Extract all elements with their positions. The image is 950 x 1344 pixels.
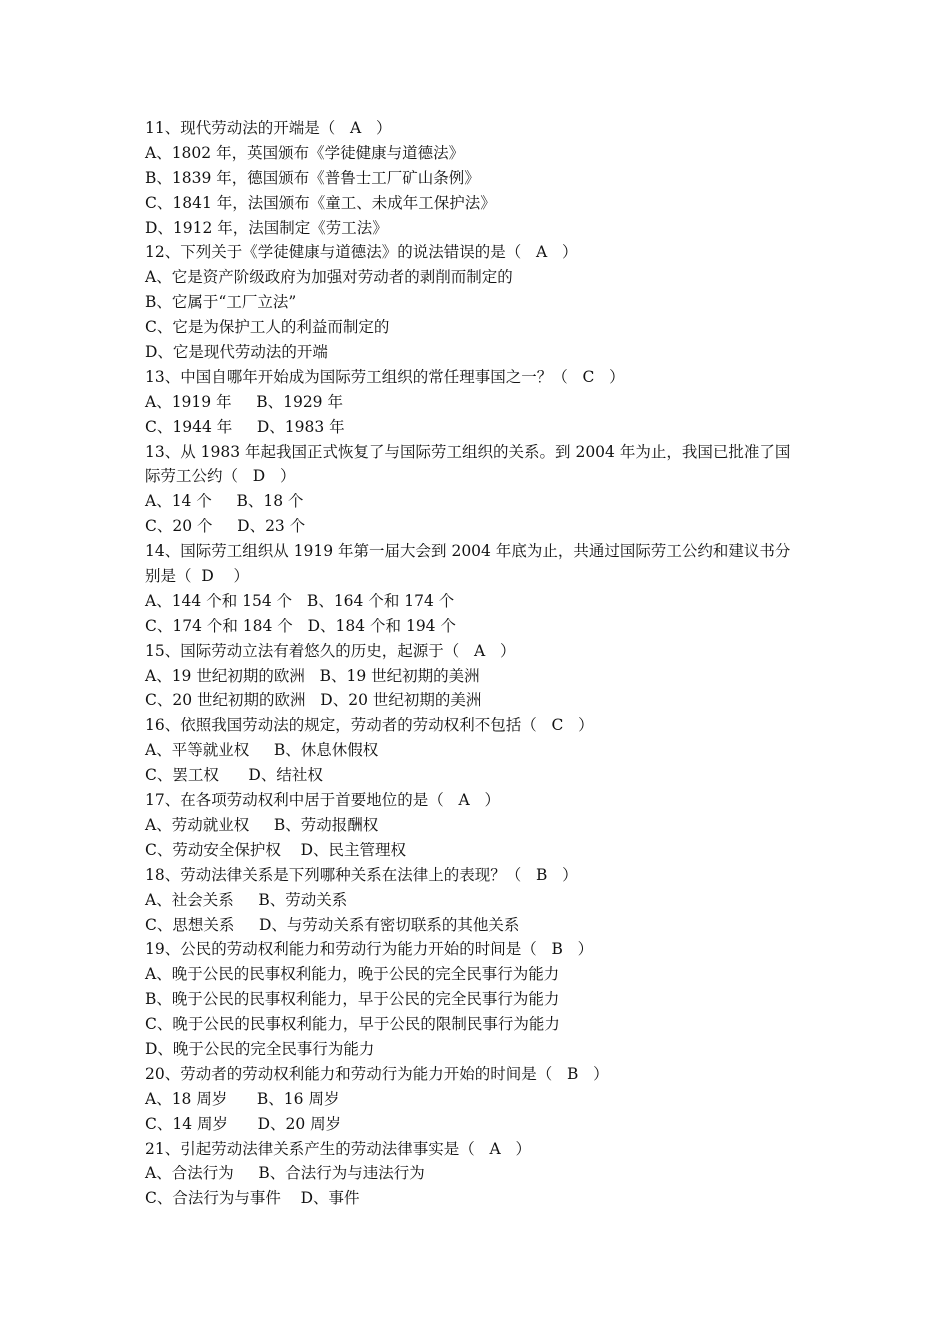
question-21-options-ab: A、合法行为 B、合法行为与违法行为: [145, 1164, 425, 1183]
question-20-stem: 20、劳动者的劳动权利能力和劳动行为能力开始的时间是（ B ）: [145, 1064, 609, 1083]
question-12-option-a: A、它是资产阶级政府为加强对劳动者的剥削而制定的: [145, 268, 513, 287]
question-16-options-ab: A、平等就业权 B、休息休假权: [145, 741, 379, 760]
question-17-options-ab: A、劳动就业权 B、劳动报酬权: [145, 815, 379, 834]
question-16-stem: 16、依照我国劳动法的规定，劳动者的劳动权利不包括（ C ）: [145, 716, 594, 735]
question-15-options-cd: C、20 世纪初期的欧洲 D、20 世纪初期的美洲: [145, 691, 482, 710]
question-18-stem: 18、劳动法律关系是下列哪种关系在法律上的表现？（ B ）: [145, 865, 578, 884]
question-16-options-cd: C、罢工权 D、结社权: [145, 766, 323, 785]
question-14-stem-line2: 别是（ D ）: [145, 567, 249, 586]
question-11-option-c: C、1841 年，法国颁布《童工、未成年工保护法》: [145, 193, 496, 212]
question-14-options-cd: C、174 个和 184 个 D、184 个和 194 个: [145, 616, 456, 635]
question-18-options-ab: A、社会关系 B、劳动关系: [145, 890, 348, 909]
question-11-option-d: D、1912 年，法国制定《劳工法》: [145, 218, 388, 237]
question-15-stem: 15、国际劳动立法有着悠久的历史，起源于（ A ）: [145, 641, 516, 660]
question-21-options-cd: C、合法行为与事件 D、事件: [145, 1189, 360, 1208]
question-13a-options-ab: A、1919 年 B、1929 年: [145, 392, 343, 411]
question-12-option-c: C、它是为保护工人的利益而制定的: [145, 318, 390, 337]
question-14-options-ab: A、144 个和 154 个 B、164 个和 174 个: [145, 591, 455, 610]
question-21-stem: 21、引起劳动法律关系产生的劳动法律事实是（ A ）: [145, 1139, 531, 1158]
question-11-option-a: A、1802 年，英国颁布《学徒健康与道德法》: [145, 143, 465, 162]
question-20-options-cd: C、14 周岁 D、20 周岁: [145, 1114, 342, 1133]
question-14-stem-line1: 14、国际劳工组织从 1919 年第一届大会到 2004 年底为止，共通过国际劳工公约和建议书分: [145, 542, 791, 561]
question-17-options-cd: C、劳动安全保护权 D、民主管理权: [145, 840, 406, 859]
question-11-stem: 11、现代劳动法的开端是（ A ）: [145, 119, 392, 137]
question-13a-options-cd: C、1944 年 D、1983 年: [145, 417, 345, 436]
question-20-options-ab: A、18 周岁 B、16 周岁: [145, 1089, 340, 1108]
question-15-options-ab: A、19 世纪初期的欧洲 B、19 世纪初期的美洲: [145, 666, 480, 685]
question-12-stem: 12、下列关于《学徒健康与道德法》的说法错误的是（ A ）: [145, 243, 578, 262]
question-18-options-cd: C、思想关系 D、与劳动关系有密切联系的其他关系: [145, 915, 520, 934]
question-17-stem: 17、在各项劳动权利中居于首要地位的是（ A ）: [145, 791, 500, 810]
question-13b-options-cd: C、20 个 D、23 个: [145, 517, 306, 536]
question-12-option-d: D、它是现代劳动法的开端: [145, 343, 328, 362]
question-13a-stem: 13、中国自哪年开始成为国际劳工组织的常任理事国之一？（ C ）: [145, 367, 625, 386]
question-13b-options-ab: A、14 个 B、18 个: [145, 492, 304, 511]
document-page: [145, 116, 815, 1211]
question-11-option-b: B、1839 年，德国颁布《普鲁士工厂矿山条例》: [145, 168, 480, 187]
question-13b-stem-line2: 际劳工公约（ D ）: [145, 467, 296, 486]
question-19-stem: 19、公民的劳动权利能力和劳动行为能力开始的时间是（ B ）: [145, 940, 594, 959]
question-12-option-b: B、它属于“工厂立法”: [145, 293, 297, 312]
question-19-option-b: B、晚于公民的民事权利能力，早于公民的完全民事行为能力: [145, 990, 560, 1009]
question-19-option-c: C、晚于公民的民事权利能力，早于公民的限制民事行为能力: [145, 1015, 560, 1034]
question-19-option-a: A、晚于公民的民事权利能力，晚于公民的完全民事行为能力: [145, 965, 560, 984]
question-13b-stem-line1: 13、从 1983 年起我国正式恢复了与国际劳工组织的关系。到 2004 年为止，我国已批准了国: [145, 442, 791, 461]
question-19-option-d: D、晚于公民的完全民事行为能力: [145, 1039, 375, 1058]
